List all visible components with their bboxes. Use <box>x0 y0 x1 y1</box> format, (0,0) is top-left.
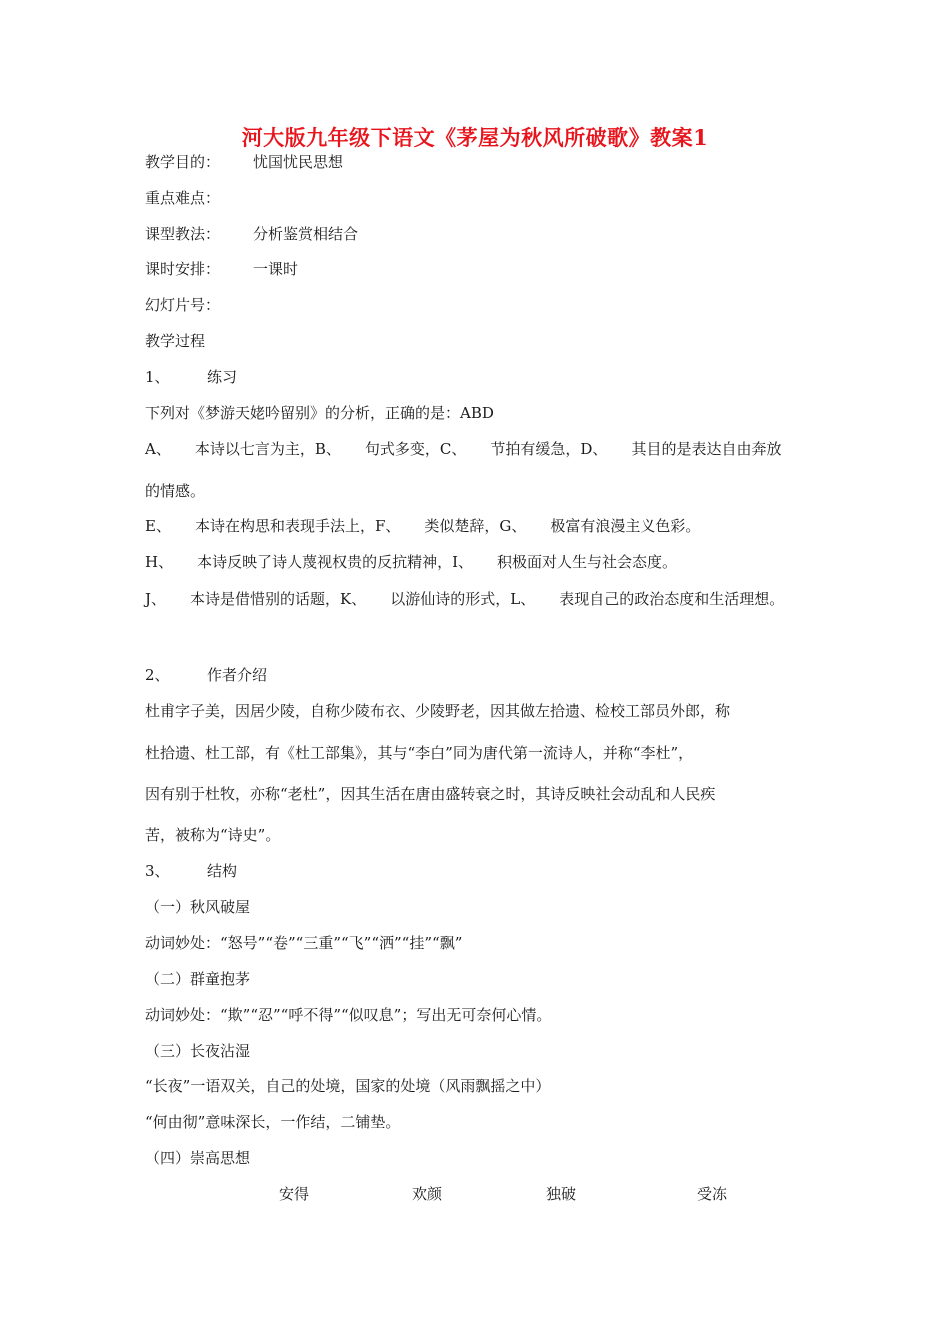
meta-value: 分析鉴赏相结合 <box>253 225 359 243</box>
key-word: 独破 <box>546 1185 577 1203</box>
key-word: 安得 <box>279 1185 310 1203</box>
option-key: H、 <box>145 553 174 571</box>
option-text: 本诗是借惜别的话题， <box>190 590 341 608</box>
meta-label: 教学目的： <box>145 153 221 171</box>
option-key: G、 <box>499 517 527 535</box>
document-title: 河大版九年级下语文《茅屋为秋风所破歌》教案1 <box>241 125 709 150</box>
section-number: 3、 <box>145 862 170 880</box>
option-key: D、 <box>580 440 608 458</box>
meta-line-key-points <box>145 188 253 208</box>
meta-line-schedule <box>145 259 298 279</box>
option-text: 本诗以七言为主， <box>194 440 315 458</box>
meta-label: 课型教法： <box>145 225 221 243</box>
meta-value: 忧国忧民思想 <box>253 153 344 171</box>
option-row <box>145 589 784 609</box>
key-word: 欢颜 <box>412 1185 443 1203</box>
option-row <box>145 439 781 459</box>
section-1-heading <box>145 367 237 387</box>
option-text: 类似楚辞， <box>424 517 500 535</box>
option-text: 以游仙诗的形式， <box>390 590 511 608</box>
structure-line: “何由彻”意味深长，一作结，二铺垫。 <box>145 1113 401 1131</box>
section-3-heading <box>145 861 237 881</box>
option-text: 积极面对人生与社会态度。 <box>497 553 678 571</box>
option-key: B、 <box>314 440 341 458</box>
process-heading: 教学过程 <box>145 332 206 350</box>
section-title: 练习 <box>207 368 238 386</box>
meta-line-objective <box>145 152 343 172</box>
meta-line-slide <box>145 295 253 315</box>
section-number: 1、 <box>145 368 170 386</box>
structure-line: 动词妙处：“怒号”“卷”“三重”“飞”“洒”“挂”“飘” <box>145 934 463 952</box>
option-text: 其目的是表达自由奔放 <box>631 440 782 458</box>
structure-line: （四）崇高思想 <box>145 1149 251 1167</box>
paragraph-line: 杜甫字子美，因居少陵，自称少陵布衣、少陵野老，因其做左拾遗、检校工部员外郎，称 <box>145 702 731 720</box>
option-text: 本诗在构思和表现手法上， <box>194 517 375 535</box>
option-key: K、 <box>340 590 367 608</box>
option-row <box>145 516 700 536</box>
option-key: L、 <box>510 590 536 608</box>
section-title: 结构 <box>207 862 238 880</box>
option-text: 本诗反映了诗人蔑视权贵的反抗精神， <box>197 553 453 571</box>
structure-line: （二）群童抱茅 <box>145 970 251 988</box>
option-text: 节拍有缓急， <box>490 440 581 458</box>
paragraph-line: 因有别于杜牧，亦称“老杜”，因其生活在唐由盛转衰之时，其诗反映社会动乱和人民疾 <box>145 785 716 803</box>
option-key: F、 <box>374 517 401 535</box>
meta-label: 重点难点： <box>145 189 221 207</box>
option-key: I、 <box>452 553 474 571</box>
option-row <box>145 552 677 572</box>
key-word: 受冻 <box>697 1185 728 1203</box>
meta-value: 一课时 <box>253 260 299 278</box>
structure-line: （三）长夜沾湿 <box>145 1042 251 1060</box>
meta-line-method <box>145 224 358 244</box>
structure-line: （一）秋风破屋 <box>145 898 251 916</box>
option-key: A、 <box>145 440 171 458</box>
paragraph-line: 杜拾遗、杜工部，有《杜工部集》，其与“李白”同为唐代第一流诗人，并称“李杜”， <box>145 744 694 762</box>
option-text: 句式多变， <box>364 440 440 458</box>
option-row-continued: 的情感。 <box>145 482 206 500</box>
paragraph-line: 苦，被称为“诗史”。 <box>145 826 281 844</box>
section-2-heading <box>145 665 267 685</box>
option-key: C、 <box>439 440 467 458</box>
section-number: 2、 <box>145 666 170 684</box>
section-1-question: 下列对《梦游天姥吟留别》的分析，正确的是：ABD <box>145 404 494 422</box>
meta-label: 幻灯片号： <box>145 296 221 314</box>
structure-line: “长夜”一语双关，自己的处境，国家的处境（风雨飘摇之中） <box>145 1077 551 1095</box>
option-text: 极富有浪漫主义色彩。 <box>550 517 701 535</box>
option-key: E、 <box>145 517 171 535</box>
option-key: J、 <box>145 590 167 608</box>
section-title: 作者介绍 <box>207 666 268 684</box>
meta-label: 课时安排： <box>145 260 221 278</box>
option-text: 表现自己的政治态度和生活理想。 <box>559 590 785 608</box>
structure-line: 动词妙处：“欺”“忍”“呼不得”“似叹息”；写出无可奈何心情。 <box>145 1006 552 1024</box>
